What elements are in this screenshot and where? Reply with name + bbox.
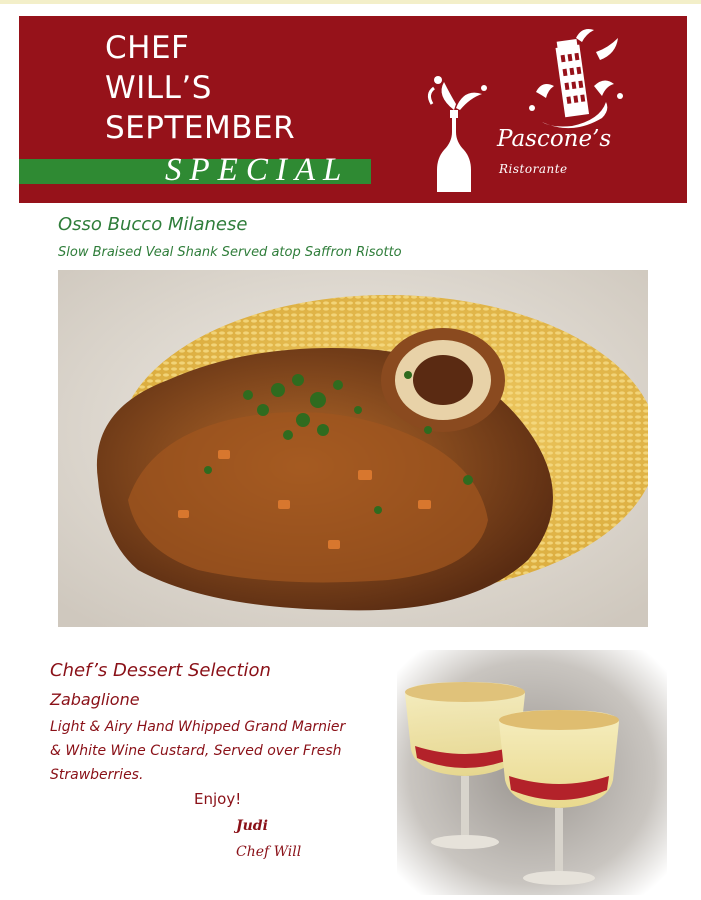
special-word: SPECIAL <box>165 152 350 188</box>
dessert-description-line-3: Strawberries. <box>50 767 144 783</box>
headline-line-2: WILL’S <box>105 70 212 106</box>
dessert-description <box>50 715 390 787</box>
osso-bucco-plate-photo-icon <box>58 270 648 627</box>
zabaglione-glasses-photo-icon <box>397 650 667 895</box>
dessert-heading: Chef’s Dessert Selection <box>50 660 271 681</box>
dish-description: Slow Braised Veal Shank Served atop Saffron Risotto <box>58 245 402 260</box>
dessert-description-line-2: & White Wine Custard, Served over Fresh <box>50 743 342 759</box>
dessert-description-line-1: Light & Airy Hand Whipped Grand Marnier <box>50 719 346 735</box>
signature-chef-will: Chef Will <box>236 844 302 860</box>
headline-line-3: SEPTEMBER <box>105 110 296 146</box>
headline <box>105 28 295 148</box>
dish-name: Osso Bucco Milanese <box>58 214 248 235</box>
logo-subtitle: Ristorante <box>499 162 568 176</box>
dessert-name: Zabaglione <box>50 690 140 709</box>
enjoy-text: Enjoy! <box>194 790 242 808</box>
headline-line-1: CHEF <box>105 30 190 66</box>
logo-name: Pascone’s <box>497 126 612 152</box>
top-accent-strip <box>0 0 701 4</box>
header-banner <box>19 16 687 203</box>
signature-judi: Judi <box>236 818 268 834</box>
